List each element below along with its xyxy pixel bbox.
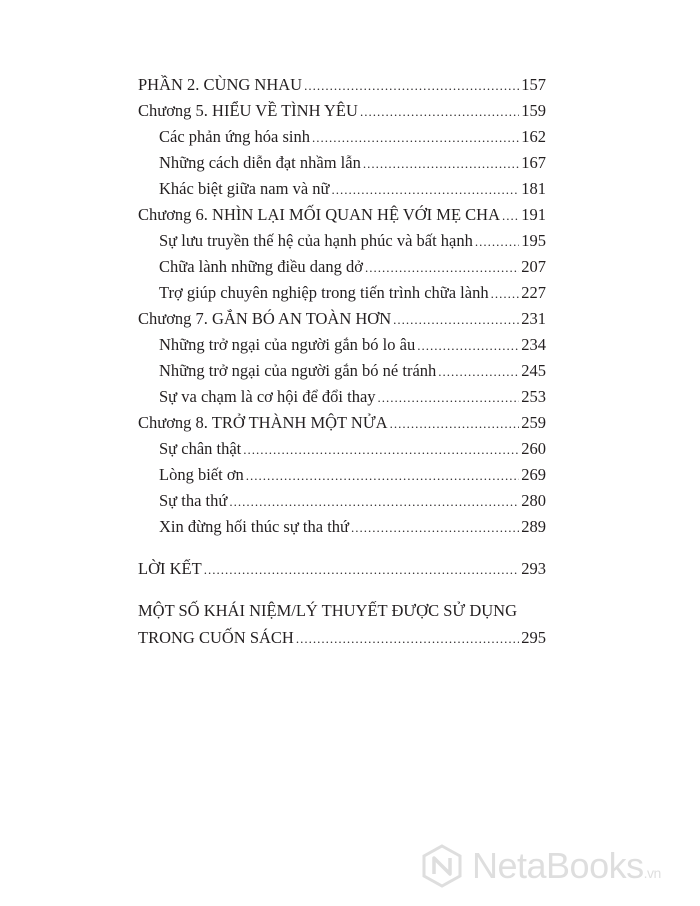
toc-entry-page: 207 [521, 257, 546, 276]
toc-entry-title: Những trở ngại của người gắn bó lo âu [159, 335, 416, 354]
watermark-brand: NetaBooks.vn [472, 845, 661, 886]
toc-entry-concepts [138, 625, 546, 651]
toc-entry-section [138, 150, 546, 176]
toc-entry-title: PHẦN 2. CÙNG NHAU [138, 75, 303, 94]
toc-entry-section [138, 462, 546, 488]
toc-entry-title: Những trở ngại của người gắn bó né tránh [159, 361, 437, 380]
toc-leader-dots [417, 333, 519, 359]
toc-entry-section [138, 358, 546, 384]
toc-entry-chapter [138, 306, 546, 332]
toc-entry-page: 245 [521, 361, 546, 380]
toc-entry-title: Những cách diễn đạt nhầm lẫn [159, 153, 361, 172]
toc-entry-title: LỜI KẾT [138, 559, 202, 578]
toc-leader-dots [502, 203, 519, 229]
toc-leader-dots [360, 99, 519, 125]
toc-entry-chapter [138, 202, 546, 228]
toc-leader-dots [331, 177, 519, 203]
table-of-contents [138, 72, 546, 651]
toc-entry-title: Chữa lành những điều dang dở [159, 257, 363, 276]
toc-leader-dots [351, 515, 519, 541]
toc-entry-page: 231 [521, 309, 546, 328]
toc-entry-concepts-line1: MỘT SỐ KHÁI NIỆM/LÝ THUYẾT ĐƯỢC SỬ DỤNG [138, 601, 517, 620]
toc-entry-section [138, 436, 546, 462]
toc-leader-dots [296, 626, 519, 652]
toc-entry-title: Trợ giúp chuyên nghiệp trong tiến trình chữa lành [159, 283, 489, 302]
toc-leader-dots [312, 125, 519, 151]
toc-entry-page: 167 [521, 153, 546, 172]
netabooks-logo-icon [420, 844, 464, 888]
toc-entry-section [138, 254, 546, 280]
toc-entry-page: 227 [521, 283, 546, 302]
toc-entry-section [138, 124, 546, 150]
toc-leader-dots [304, 73, 519, 99]
toc-leader-dots [204, 557, 520, 583]
netabooks-watermark [420, 836, 700, 896]
toc-entry-page: 260 [521, 439, 546, 458]
toc-entry-epilogue [138, 556, 546, 582]
toc-entry-page: 162 [521, 127, 546, 146]
toc-entry-section [138, 384, 546, 410]
toc-entry-title: Chương 5. HIỂU VỀ TÌNH YÊU [138, 101, 358, 120]
toc-entry-part2 [138, 72, 546, 98]
toc-entry-page: 159 [521, 101, 546, 120]
toc-entry-page: 280 [521, 491, 546, 510]
toc-entry-title: Lòng biết ơn [159, 465, 244, 484]
toc-entry-section [138, 176, 546, 202]
toc-leader-dots [243, 437, 519, 463]
toc-entry-page: 295 [521, 628, 546, 647]
toc-entry-title: Sự lưu truyền thế hệ của hạnh phúc và bất hạnh [159, 231, 473, 250]
toc-entry-section [138, 488, 546, 514]
toc-entry-section [138, 280, 546, 306]
toc-entry-title: Chương 7. GẮN BÓ AN TOÀN HƠN [138, 309, 392, 328]
toc-entry-page: 289 [521, 517, 546, 536]
toc-entry-chapter [138, 98, 546, 124]
toc-entry-title: Khác biệt giữa nam và nữ [159, 179, 330, 198]
spacer [138, 540, 546, 556]
toc-entry-page: 181 [521, 179, 546, 198]
toc-entry-title: Sự tha thứ [159, 491, 228, 510]
toc-entry-title: Xin đừng hối thúc sự tha thứ [159, 517, 349, 536]
toc-entry-title: Sự va chạm là cơ hội để đổi thay [159, 387, 376, 406]
toc-entry-section [138, 228, 546, 254]
toc-leader-dots [475, 229, 519, 255]
toc-entry-page: 259 [521, 413, 546, 432]
toc-leader-dots [229, 489, 519, 515]
toc-entry-title: Chương 6. NHÌN LẠI MỐI QUAN HỆ VỚI MẸ CHA [138, 205, 501, 224]
toc-entry-title: Chương 8. TRỞ THÀNH MỘT NỬA [138, 413, 388, 432]
toc-entry-section [138, 514, 546, 540]
toc-entry-title: Sự chân thật [159, 439, 242, 458]
toc-leader-dots [438, 359, 519, 385]
toc-leader-dots [363, 151, 519, 177]
spacer [138, 582, 546, 596]
toc-leader-dots [378, 385, 520, 411]
toc-entry-title: Các phản ứng hóa sinh [159, 127, 310, 146]
toc-entry-page: 253 [521, 387, 546, 406]
toc-leader-dots [491, 281, 520, 307]
toc-entry-page: 157 [521, 75, 546, 94]
toc-entry-section [138, 332, 546, 358]
toc-entry-page: 293 [521, 559, 546, 578]
toc-entry-page: 191 [521, 205, 546, 224]
toc-leader-dots [393, 307, 519, 333]
toc-entry-page: 195 [521, 231, 546, 250]
toc-entry-page: 234 [521, 335, 546, 354]
toc-entry-title: TRONG CUỐN SÁCH [138, 628, 294, 647]
toc-leader-dots [246, 463, 519, 489]
toc-leader-dots [365, 255, 519, 281]
toc-entry-page: 269 [521, 465, 546, 484]
toc-entry-chapter [138, 410, 546, 436]
toc-leader-dots [390, 411, 520, 437]
